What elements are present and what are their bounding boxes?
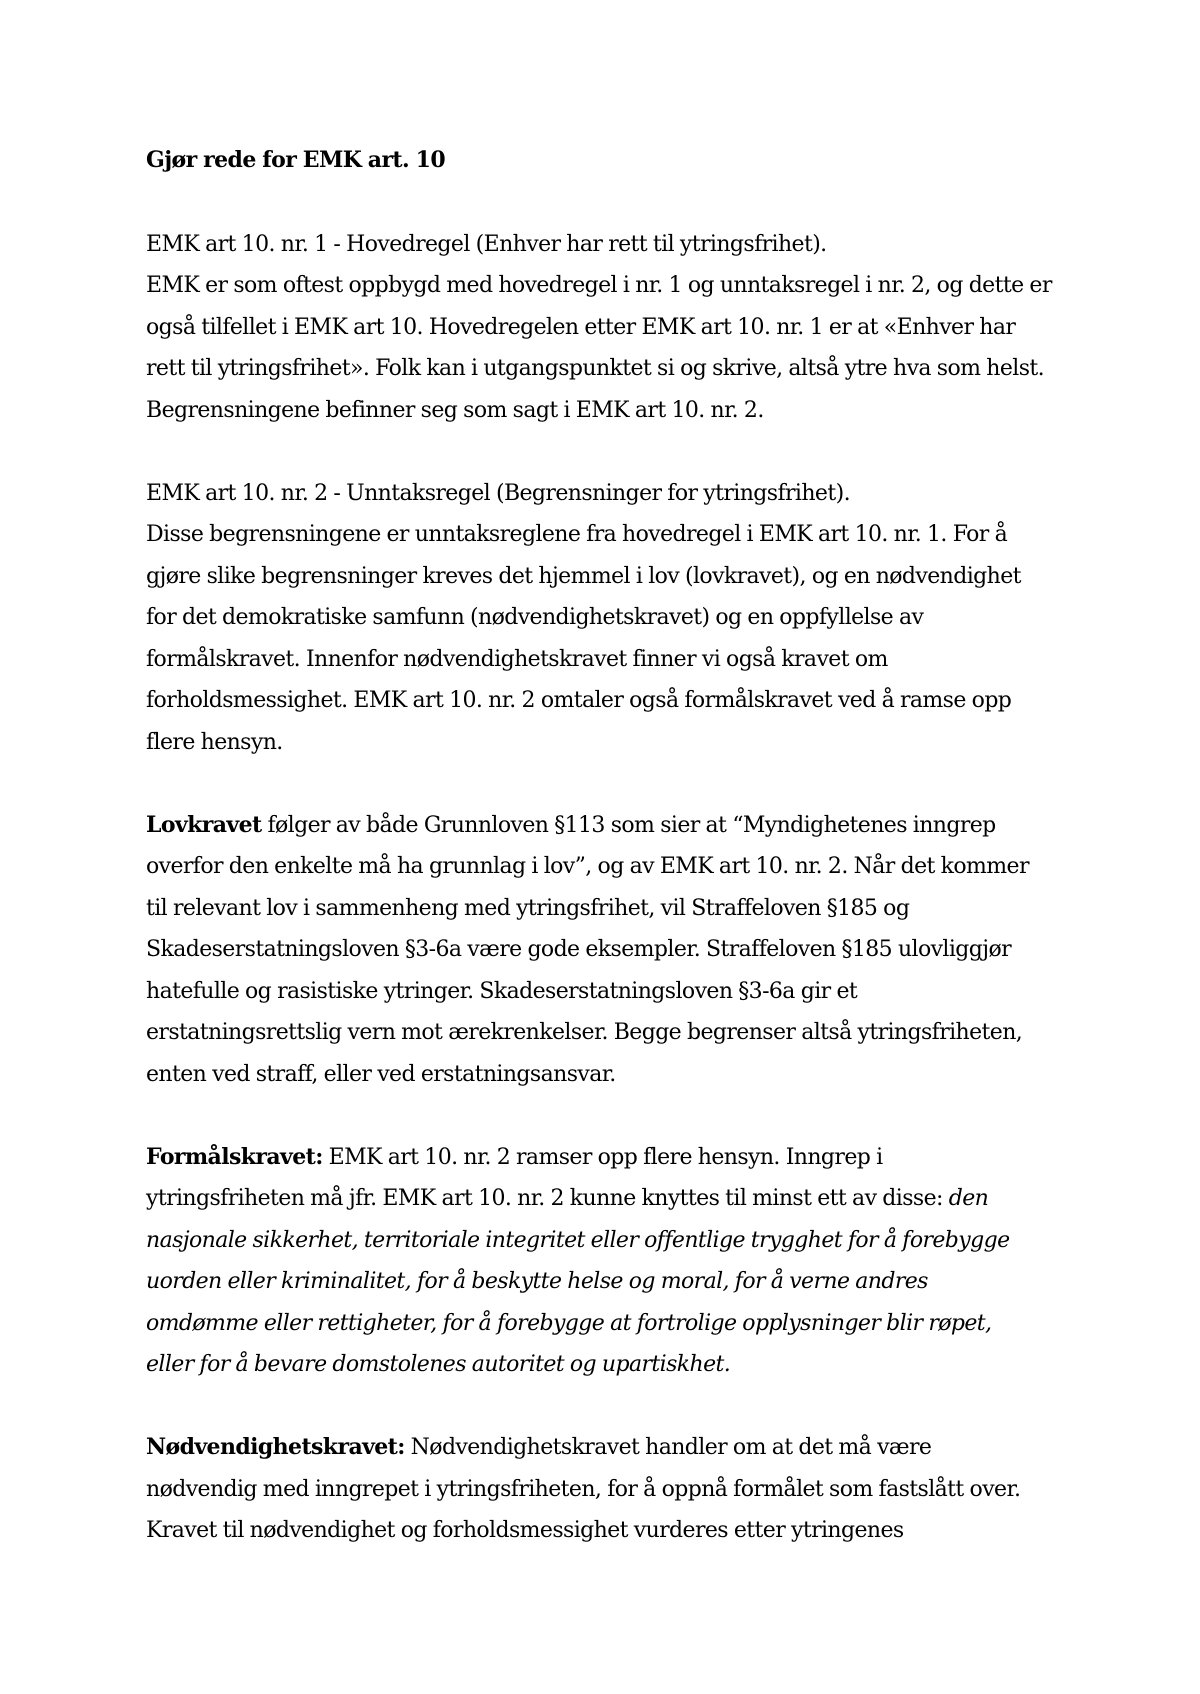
term-nodvendighetskravet: Nødvendighetskravet:: [146, 1434, 405, 1460]
text-line: enten ved straff, eller ved erstatningsansvar.: [146, 1061, 616, 1087]
text-line: EMK art 10. nr. 1 - Hovedregel (Enhver har rett til ytringsfrihet).: [146, 231, 827, 257]
text-line: til relevant lov i sammenheng med ytringsfrihet, vil Straffeloven §185 og: [146, 895, 910, 921]
text-line: for det demokratiske samfunn (nødvendighetskravet) og en oppfyllelse av: [146, 605, 924, 630]
text-run: EMK art 10. nr. 2 ramser opp flere hensyn. Inngrep i: [322, 1144, 883, 1170]
term-formalskravet: Formålskravet:: [146, 1143, 323, 1170]
text-run: ytringsfriheten må jfr. EMK art 10. nr. 2 kunne knyttes til minst ett av disse:: [146, 1186, 949, 1211]
text-line: Kravet til nødvendighet og forholdsmessighet vurderes etter ytringenes: [146, 1518, 904, 1543]
document-heading: Gjør rede for EMK art. 10: [146, 147, 446, 173]
paragraph-lovkravet: [146, 805, 1076, 1096]
text-line: EMK art 10. nr. 2 - Unntaksregel (Begrensninger for ytringsfrihet).: [146, 480, 850, 506]
italic-run: uorden eller kriminalitet, for å beskytte helse og moral, for å verne andres: [146, 1269, 928, 1294]
text-line: EMK er som oftest oppbygd med hovedregel i nr. 1 og unntaksregel i nr. 2, og dette er: [146, 273, 1052, 298]
text-line: Begrensningene befinner seg som sagt i EMK art 10. nr. 2.: [146, 397, 764, 423]
text-line: formålskravet. Innenfor nødvendighetskravet finner vi også kravet om: [146, 646, 888, 672]
text-line: gjøre slike begrensninger kreves det hjemmel i lov (lovkravet), og en nødvendighet: [146, 563, 1021, 589]
term-lovkravet: Lovkravet: [146, 811, 262, 838]
text-line: flere hensyn.: [146, 729, 283, 755]
text-line: [146, 1344, 1076, 1386]
text-run: Nødvendighetskravet handler om at det må være: [404, 1435, 932, 1460]
text-line: [146, 1427, 1076, 1469]
text-line: forholdsmessighet. EMK art 10. nr. 2 omtaler også formålskravet ved å ramse opp: [146, 688, 1012, 713]
italic-run: nasjonale sikkerhet, territoriale integritet eller offentlige trygghet for å forebygge: [146, 1227, 1010, 1253]
text-line: [146, 1220, 1076, 1262]
text-line: [146, 1303, 1076, 1345]
document-page: [146, 140, 1076, 1552]
text-line: [146, 1178, 1076, 1220]
paragraph-main-rule: [146, 224, 1076, 432]
paragraph-exception-rule: [146, 473, 1076, 764]
text-line: rett til ytringsfrihet». Folk kan i utgangspunktet si og skrive, altså ytre hva som helst.: [146, 356, 1045, 381]
italic-run: eller for å bevare domstolenes autoritet og upartiskhet.: [146, 1352, 731, 1377]
paragraph-nodvendighetskravet: [146, 1427, 1076, 1552]
text-line: hatefulle og rasistiske ytringer. Skadeserstatningsloven §3-6a gir et: [146, 978, 858, 1004]
text-line: Disse begrensningene er unntaksreglene fra hovedregel i EMK art 10. nr. 1. For å: [146, 522, 1008, 547]
italic-run: den: [948, 1186, 989, 1211]
paragraph-formalskravet: [146, 1137, 1076, 1386]
text-line: erstatningsrettslig vern mot ærekrenkelser. Begge begrenser altså ytringsfriheten,: [146, 1020, 1023, 1045]
text-line: [146, 1137, 1076, 1179]
text-line: også tilfellet i EMK art 10. Hovedregelen etter EMK art 10. nr. 1 er at «Enhver har: [146, 314, 1016, 340]
text-line: [146, 1261, 1076, 1303]
text-line: overfor den enkelte må ha grunnlag i lov”, og av EMK art 10. nr. 2. Når det kommer: [146, 854, 1029, 879]
italic-run: omdømme eller rettigheter, for å forebygge at fortrolige opplysninger blir røpet,: [146, 1310, 992, 1336]
text-line: [146, 805, 1076, 847]
text-line: nødvendig med inngrepet i ytringsfriheten, for å oppnå formålet som fastslått over.: [146, 1476, 1021, 1502]
text-line: Skadeserstatningsloven §3-6a være gode eksempler. Straffeloven §185 ulovliggjør: [146, 937, 1012, 962]
text-run: følger av både Grunnloven §113 som sier at “Myndighetenes inngrep: [261, 812, 996, 838]
